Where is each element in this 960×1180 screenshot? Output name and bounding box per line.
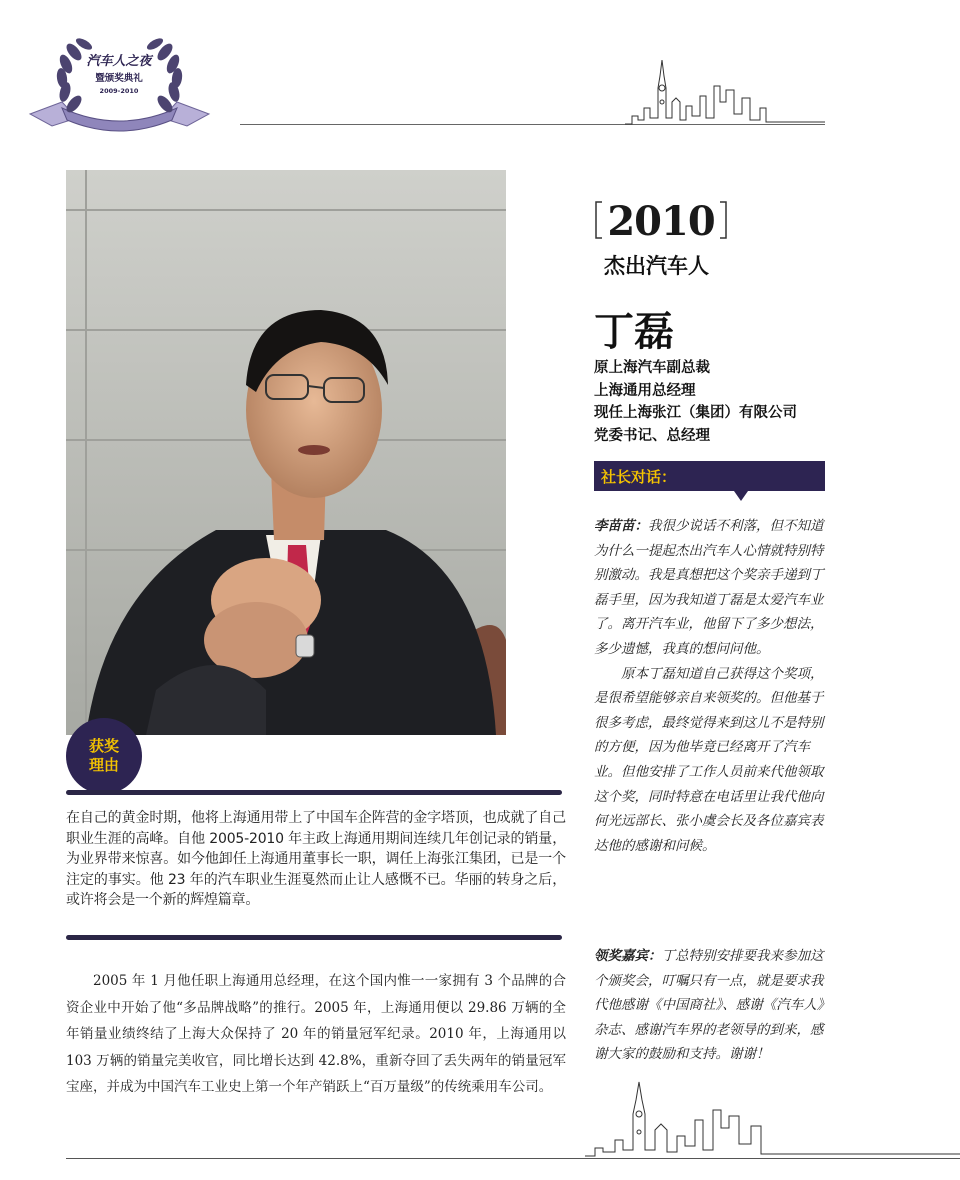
person-titles [594,357,797,447]
skyline-top-illustration [620,58,825,128]
logo-line2: 2009-2010 [99,87,139,95]
person-title-line: 现任上海张江（集团）有限公司 [594,405,797,421]
dialog-text: 我很少说话不利落，但不知道为什么一提起杰出汽车人心情就特别特别激动。我是真想把这个奖亲手递到丁磊手里，因为我知道丁磊是太爱汽车业了。离开汽车业，他留下了多少想法，多少遗憾，我真的想问问他。 [594,518,824,657]
person-name: 丁磊 [594,308,674,355]
speaker-label: 领奖嘉宾： [594,948,662,964]
reason-top-bar [66,790,562,795]
article-body [66,968,566,1101]
person-title-line: 原上海汽车副总裁 [594,360,710,376]
event-logo [22,22,217,137]
award-year-block [594,198,734,245]
dialog-paragraph [594,514,826,662]
dialog-section-banner [594,461,825,491]
logo-line1: 暨颁奖典礼 [95,73,143,84]
dialog-guest [594,944,826,1067]
reason-bottom-bar [66,935,562,940]
award-reason-text: 在自己的黄金时期，他将上海通用带上了中国车企阵营的金字塔顶，也成就了自己职业生涯的高峰。自他 2005-2010 年主政上海通用期间连续几年创记录的销量，为业界带来惊喜。如今他卸任上海通用董事长一职，调任上海张江集团，已是一个注定的事实。他 23 年的汽车职业生涯戛然而止让人感慨不已。华丽的转身之后，或许将会是一个新的辉煌篇章。 [66,810,566,909]
award-year: 2010 [607,198,715,245]
person-title-line: 上海通用总经理 [594,382,696,399]
skyline-bottom-illustration [585,1080,960,1162]
badge-line2: 理由 [88,756,119,774]
dialog-section-label: 社长对话： [601,468,677,486]
footer-rule [66,1158,960,1159]
body-paragraph: 2005 年 1 月他任职上海通用总经理，在这个国内惟一一家拥有 3 个品牌的合资企业中开始了他“多品牌战略”的推行。2005 年，上海通用便以 29.86 万辆的全年销量业绩终结了上海大众保持了 20 年的销量冠军纪录。2010 年，上海通用以 103 万辆的销量完美收官，同比增长达到 42.8%，重新夺回了丢失两年的销量冠军宝座，并成为中国汽车工业史上第一个年产销跃上“百万量级”的传统乘用车公司。 [66,973,566,1095]
person-title-line: 党委书记、总经理 [594,427,710,444]
speaker-label: 李苗苗： [594,518,648,534]
dialog-text: 丁总特别安排要我来参加这个颁奖会，叮嘱只有一点，就是要求我代他感谢《中国商社》、感谢《汽车人》杂志、感谢汽车界的老领导的到来，感谢大家的鼓励和支持。谢谢！ [594,948,824,1063]
logo-script-text: 汽车人之夜 [86,54,152,69]
dialog-paragraph [594,944,826,1067]
portrait-photo [66,170,506,735]
dialog-host [594,514,826,858]
award-title: 杰出汽车人 [604,254,709,278]
dialog-paragraph: 原本丁磊知道自己获得这个奖项，是很希望能够亲自来领奖的。但他基于很多考虑，最终觉得来到这儿不是特别的方便，因为他毕竟已经离开了汽车业。但他安排了工作人员前来代他领取这个奖，同时特意在电话里让我代他向何光远部长、张小虞会长及各位嘉宾表达他的感谢和问候。 [594,665,824,854]
award-reason-badge [66,718,142,794]
banner-pointer [734,491,748,501]
badge-line1: 获奖 [88,737,119,755]
